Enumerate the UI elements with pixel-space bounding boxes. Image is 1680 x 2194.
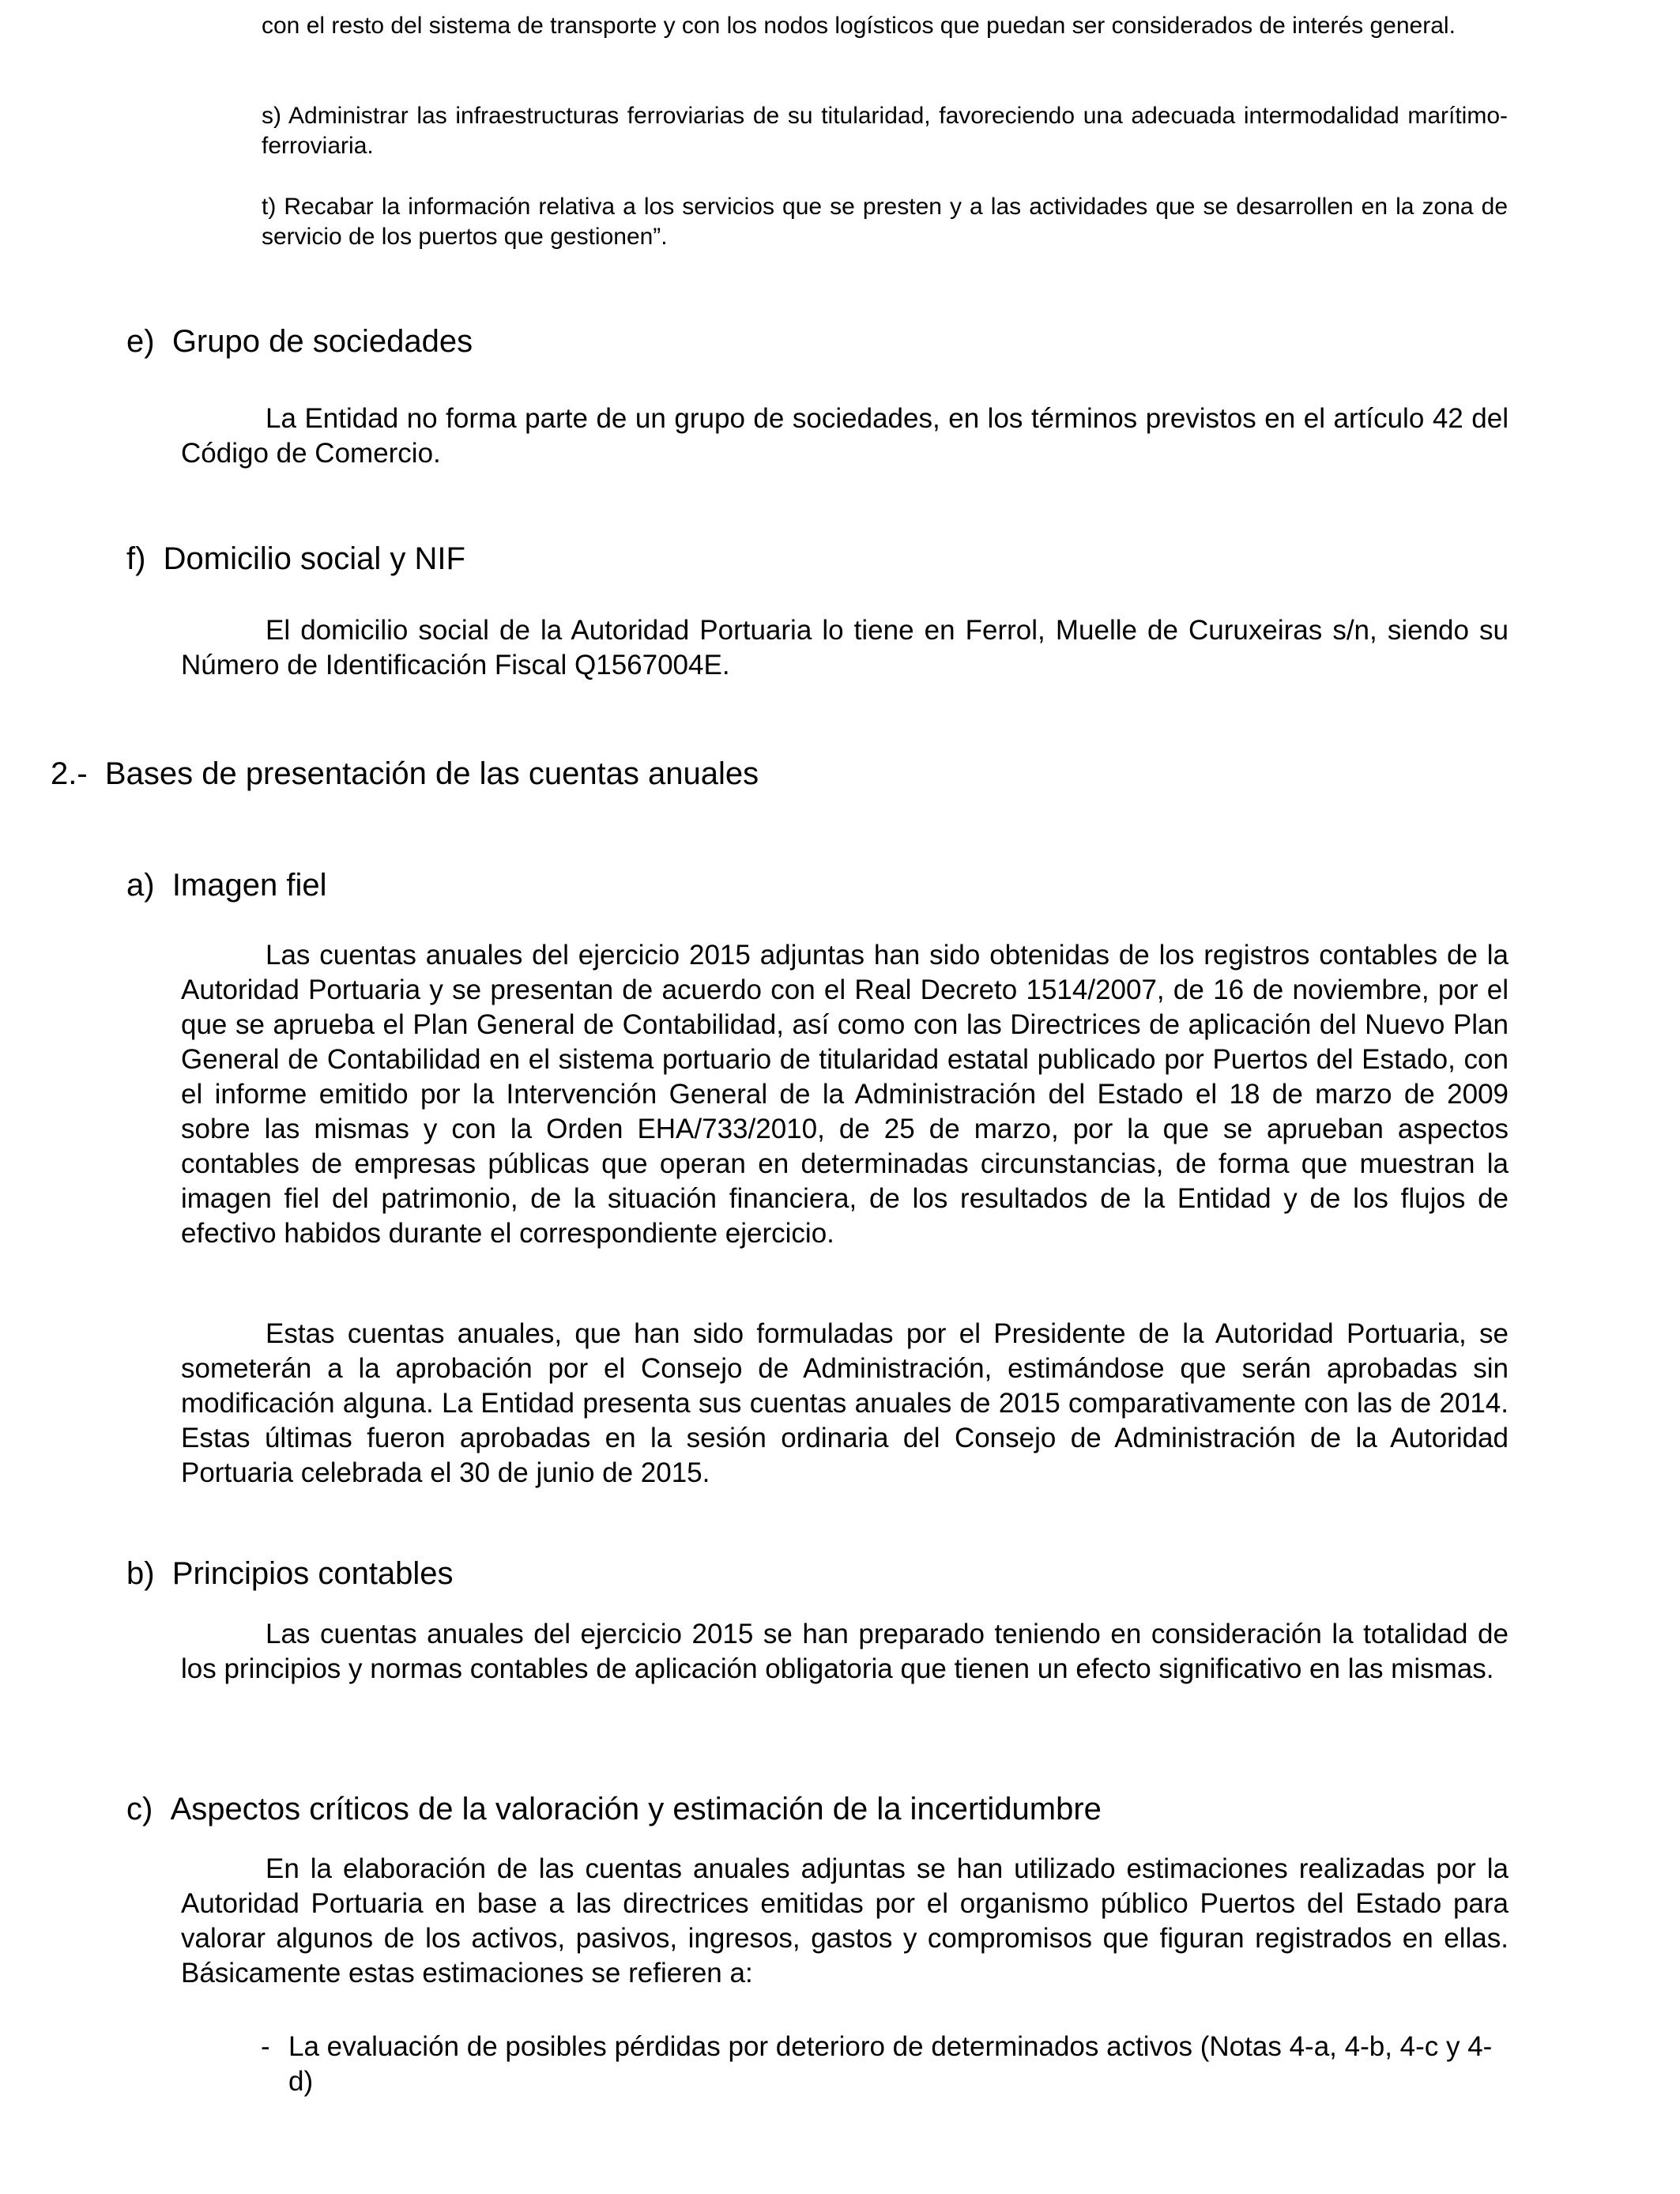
list-item: [261, 2030, 1509, 2099]
paragraph-principios: Las cuentas anuales del ejercicio 2015 se han preparado teniendo en consideración la totalidad de los principios y normas contables de aplicación obligatoria que tienen un efecto significativo en las mismas.: [181, 1619, 1509, 1684]
heading-section-b: [126, 1555, 454, 1593]
heading-title: Principios contables: [171, 1556, 454, 1591]
heading-marker: a): [126, 868, 155, 903]
bullet-dash: -: [261, 2031, 270, 2062]
heading-title: Grupo de sociedades: [171, 324, 473, 359]
paragraph-grupo-sociedades: La Entidad no forma parte de un grupo de sociedades, en los términos previstos en el artículo 42 del Código de Comercio.: [181, 403, 1509, 469]
item-s: s) Administrar las infraestructuras ferroviarias de su titularidad, favoreciendo una adecuada intermodalidad marítimo-ferroviaria.: [262, 103, 1508, 159]
heading-chapter-2: [51, 755, 759, 793]
item-t: t) Recabar la información relativa a los servicios que se presten y a las actividades que se desarrollen en la zona de servicio de los puertos que gestionen”.: [262, 194, 1508, 250]
heading-title: Domicilio social y NIF: [163, 541, 465, 576]
item-r-continuation: con el resto del sistema de transporte y con los nodos logísticos que puedan ser considerados de interés general.: [262, 13, 1456, 39]
heading-marker: e): [126, 324, 155, 359]
paragraph-imagen-fiel-1: Las cuentas anuales del ejercicio 2015 adjuntas han sido obtenidas de los registros contables de la Autoridad Portuaria y se presentan de acuerdo con el Real Decreto 1514/2007, de 16 de noviembre, por el que se aprueba el Plan General de Contabilidad, así como con las Directrices de aplicación del Nuevo Plan General de Contabilidad en el sistema portuario de titularidad estatal publicado por Puertos del Estado, con el informe emitido por la Intervención General de la Administración del Estado el 18 de marzo de 2009 sobre las mismas y con la Orden EHA/733/2010, de 25 de marzo, por la que se aprueban aspectos contables de empresas públicas que operan en determinadas circunstancias, de forma que muestran la imagen fiel del patrimonio, de la situación financiera, de los resultados de la Entidad y de los flujos de efectivo habidos durante el correspondiente ejercicio.: [181, 940, 1509, 1249]
paragraph-imagen-fiel-2: Estas cuentas anuales, que han sido formuladas por el Presidente de la Autoridad Portuaria, se someterán a la aprobación por el Consejo de Administración, estimándose que serán aprobadas sin modificación alguna. La Entidad presenta sus cuentas anuales de 2015 comparativamente con las de 2014. Estas últimas fueron aprobadas en la sesión ordinaria del Consejo de Administración de la Autoridad Portuaria celebrada el 30 de junio de 2015.: [181, 1318, 1509, 1488]
heading-title: Bases de presentación de las cuentas anuales: [104, 756, 759, 791]
heading-marker: 2.-: [51, 756, 88, 791]
heading-section-c: [126, 1790, 1102, 1828]
heading-title: Imagen fiel: [171, 868, 327, 903]
bullet-text: La evaluación de posibles pérdidas por deterioro de determinados activos (Notas 4-a, 4-b, 4-c y 4-d): [288, 2031, 1493, 2097]
heading-marker: f): [126, 541, 146, 576]
heading-section-f: [126, 540, 465, 578]
heading-section-a: [126, 866, 326, 904]
heading-marker: b): [126, 1556, 155, 1591]
heading-marker: c): [126, 1792, 153, 1826]
heading-title: Aspectos críticos de la valoración y estimación de la incertidumbre: [170, 1792, 1102, 1826]
paragraph-estimaciones: En la elaboración de las cuentas anuales adjuntas se han utilizado estimaciones realizadas por la Autoridad Portuaria en base a las directrices emitidas por el organismo público Puertos del Estado para valorar algunos de los activos, pasivos, ingresos, gastos y compromisos que figuran registrados en ellas. Básicamente estas estimaciones se refieren a:: [181, 1853, 1509, 1989]
heading-section-e: [126, 322, 473, 360]
paragraph-domicilio: El domicilio social de la Autoridad Portuaria lo tiene en Ferrol, Muelle de Curuxeiras s/n, siendo su Número de Identificación Fiscal Q1567004E.: [181, 615, 1509, 680]
